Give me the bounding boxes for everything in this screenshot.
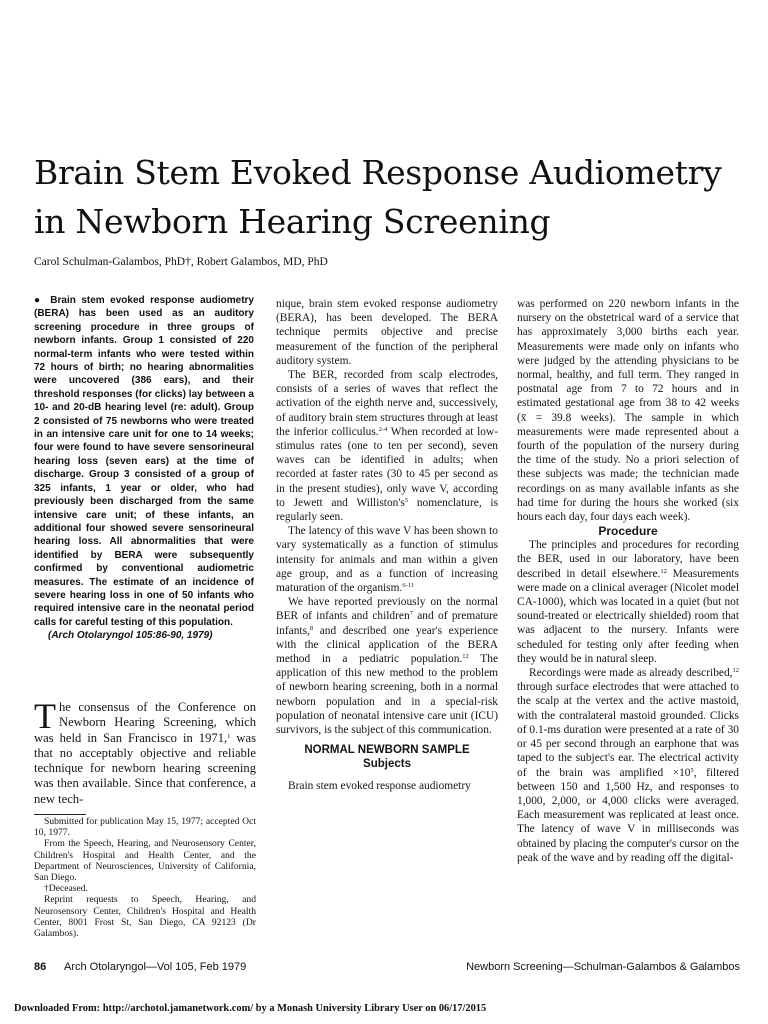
- paragraph-text: The latency of this wave V has been shown to vary systematically as a function of stimulus intensity for animals and man within a given age group, and as a function of increasing maturation of the organism.: [276, 525, 498, 595]
- abstract-citation: (Arch Otolaryngol 105:86-90, 1979): [48, 630, 213, 642]
- paragraph: [276, 368, 498, 524]
- page-number: 86: [34, 961, 47, 973]
- paragraph-text: , filtered between 150 and 1,500 Hz, and responses to 1,000, 2,000, or 4,000 clicks were averaged. Each measurement was replicated at least once. The latency of wave V in milliseconds was obtained by placing the computer's cursor on the peak of the wave and by reading off the digital-: [517, 766, 739, 864]
- subsection-heading: Subjects: [363, 758, 411, 771]
- paragraph-text: The principles and procedures for recording the BER, used in our laboratory, have been described in detail elsewhere.: [517, 539, 739, 580]
- drop-cap: T: [34, 696, 56, 736]
- abstract: [34, 294, 254, 643]
- footnotes: [34, 816, 256, 939]
- running-head: Newborn Screening—Schulman-Galambos & Galambos: [466, 961, 740, 973]
- section-heading: Procedure: [598, 524, 658, 539]
- column-2-body: [276, 297, 498, 794]
- reference-marker: 6-11: [402, 582, 415, 590]
- section-heading: NORMAL NEWBORN SAMPLE: [304, 744, 470, 757]
- intro-text-a: he consensus of the Conference on Newborn Hearing Screening, which was held in San Francisco in 1971,: [34, 700, 256, 745]
- footnote-deceased: †Deceased.: [44, 883, 88, 895]
- reference-marker: 5: [404, 496, 409, 504]
- reference-marker: 8: [309, 624, 314, 632]
- download-notice: Downloaded From: http://archotol.jamanetwork.com/ by a Monash University Library User on 06/17/2015: [14, 1003, 487, 1014]
- column-1-body: [34, 696, 257, 807]
- footnote-divider: [34, 814, 86, 815]
- paragraph: was performed on 220 newborn infants in the nursery on the obstetrical ward of a service that has approximately 3,000 births each year. Measurements were made only on infants who were judged by the attending physicians to be normal, healthy, and full term. They ranged in postnatal age from 7 to 72 hours and in estimated gestational age from 38 to 42 weeks (x̄ = 39.8 weeks). The sample in which measurements were made represented about a fourth of the population of the nursery during the time of the study. No a priori selection of these subjects was made; the technician made recordings on as many available infants as she had time for during the hours she worked (six hours each day, four days each week).: [517, 298, 739, 524]
- paragraph: [517, 666, 739, 865]
- paragraph-text: Measurements were made on a clinical averager (Nicolet model CA-1000), which was located in a quiet (but not sound-treated or electrically shielded) room that was adjacent to the nursery. Infants were scheduled for testing only after feeding when they would be in natural sleep.: [517, 567, 739, 665]
- paragraph-text: The application of this new method to the problem of newborn hearing screening, both in a normal newborn population and in a special-risk population of neonatal intensive care unit (ICU) survivors, is the subject of this communication.: [276, 653, 498, 737]
- paragraph-text: When recorded at low-stimulus rates (one to ten per second), seven waves can be identified in adults; when recorded at faster rates (30 to 45 per second as in the present studies), only wave V, according to Jewett and Williston's: [276, 425, 498, 509]
- exponent: 5: [690, 766, 694, 774]
- paragraph-text: and described one year's experience with the clinical application of the BERA method in a pediatric population.: [276, 624, 498, 666]
- article-title: Brain Stem Evoked Response Audiometry in Newborn Hearing Screening: [34, 153, 722, 241]
- running-footer: [34, 961, 740, 977]
- reference-marker: 1: [227, 732, 231, 740]
- paragraph-text: and of premature infants,: [276, 610, 498, 637]
- reference-marker: 2-4: [378, 425, 388, 433]
- footnote-affiliation: From the Speech, Hearing, and Neurosensory Center, Children's Hospital and Health Center, and the Department of Neurosciences, University of California, San Diego.: [34, 838, 256, 884]
- reference-marker: 12: [732, 667, 739, 675]
- reference-marker: 7: [409, 610, 413, 618]
- paragraph-text: We have reported previously on the normal BER of infants and children: [276, 596, 498, 623]
- abstract-text: Brain stem evoked response audiometry (BERA) has been used as an auditory screening procedure in three groups of newborn infants. Group 1 consisted of 220 normal-term infants who were tested within 72 hours of birth; no hearing abnormalities were uncovered (386 ears), and their threshold responses (for clicks) lay between a 10- and 20-dB hearing level (re: adult). Group 2 consisted of 75 newborns who were treated in an intensive care unit for one to 14 weeks; four were found to have severe sensorineural hearing loss (seven ears) at the time of discharge. Group 3 consisted of a group of 325 infants, 1 year or older, who had previously been discharged from the same intensive care unit; of these infants, an additional four showed severe sensorineural hearing loss. All abnormalities that were identified by BERA were subsequently confirmed by conventional audiometric measures. The estimate of an incidence of severe hearing loss in one of 50 infants who required intensive care in the neonatal period calls for careful testing of this population.: [34, 295, 254, 628]
- paragraph-text: nomenclature, is regularly seen.: [276, 496, 498, 524]
- journal-citation: Arch Otolaryngol—Vol 105, Feb 1979: [64, 961, 247, 973]
- footnote-reprint: Reprint requests to Speech, Hearing, and Neurosensory Center, Children's Hospital and Health Center, 8001 Frost St, San Diego, CA 92123 (Dr Galambos).: [34, 894, 256, 940]
- author-line: Carol Schulman-Galambos, PhD†, Robert Galambos, MD, PhD: [34, 256, 328, 268]
- paragraph: Brain stem evoked response audiometry: [288, 780, 471, 793]
- column-3-body: [517, 297, 739, 865]
- bullet-icon: ●: [34, 295, 43, 306]
- paragraph: nique, brain stem evoked response audiometry (BERA), has been developed. The BERA technique permits objective and precise measurement of the function of the peripheral auditory system.: [276, 298, 498, 367]
- intro-text-b: was that no acceptably objective and reliable technique for newborn hearing screening was then available. Since that conference, a new tech-: [34, 730, 257, 806]
- paragraph: [276, 595, 498, 737]
- reference-marker: 12: [660, 567, 667, 575]
- paragraph-text: The BER, recorded from scalp electrodes, consists of a series of waves that reflect the activation of the eighth nerve and, successively, of auditory brain stem structures through at least the inferior colliculus.: [276, 369, 498, 438]
- paragraph: [276, 524, 498, 595]
- paragraph: [517, 538, 739, 666]
- paragraph-text: Recordings were made as already described,: [529, 667, 733, 680]
- paragraph-text: through surface electrodes that were attached to the scalp at the vertex and the active mastoid, with the contralateral mastoid grounded. Clicks of 0.1-ms duration were presented at a rate of 30 or 45 per second through an earphone that was taped to the subject's ear. The electrical activity of the brain was amplified ×10: [517, 681, 739, 779]
- reference-marker: 12: [462, 653, 469, 661]
- intro-paragraph: [34, 696, 257, 807]
- footnote-submitted: Submitted for publication May 15, 1977; accepted Oct 10, 1977.: [34, 816, 256, 839]
